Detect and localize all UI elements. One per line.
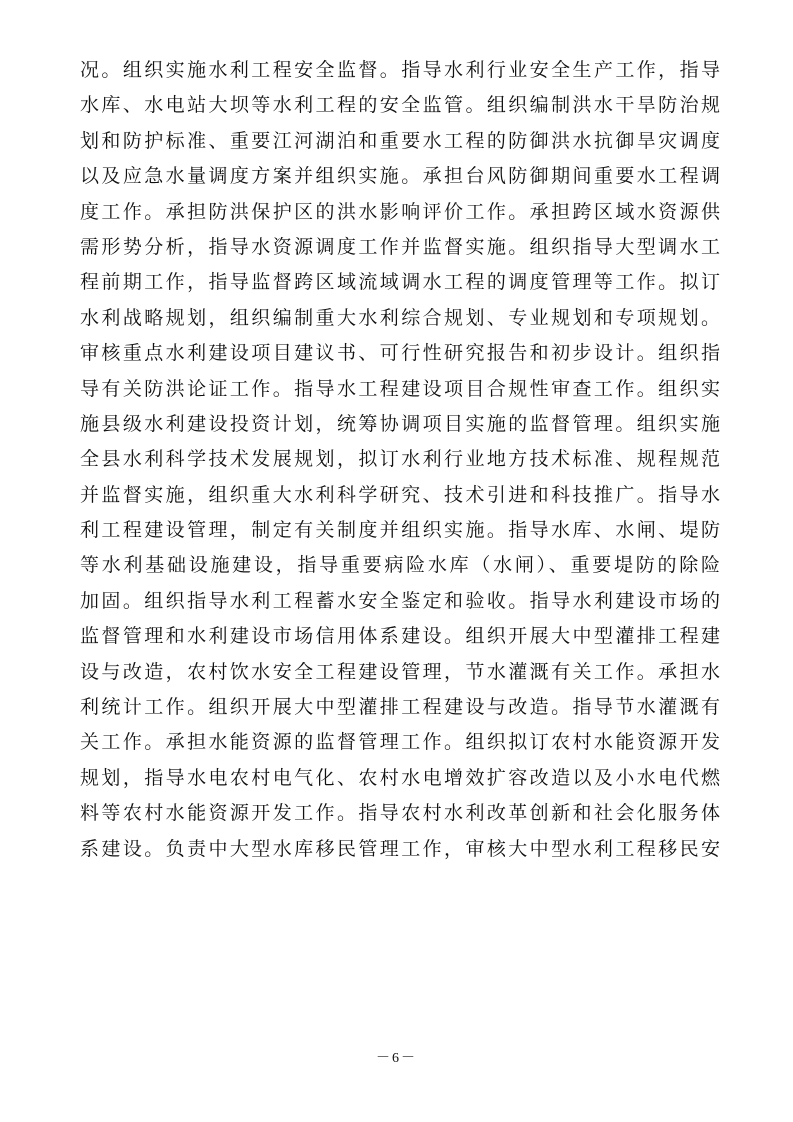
text-line: 监督管理和水利建设市场信用体系建设。组织开展大中型灌排工程建 <box>80 625 720 648</box>
text-line: 料等农村水能资源开发工作。指导农村水利改革创新和社会化服务体 <box>80 802 720 825</box>
text-line: 水库、水电站大坝等水利工程的安全监管。组织编制洪水干旱防治规 <box>80 94 720 117</box>
text-line: 利统计工作。组织开展大中型灌排工程建设与改造。指导节水灌溉有 <box>80 696 720 719</box>
text-line: 全县水利科学技术发展规划，拟订水利行业地方技术标准、规程规范 <box>80 448 720 471</box>
text-line: 审核重点水利建设项目建议书、可行性研究报告和初步设计。组织指 <box>80 342 720 365</box>
text-line: 导有关防洪论证工作。指导水工程建设项目合规性审查工作。组织实 <box>80 377 720 400</box>
text-line: 关工作。承担水能资源的监督管理工作。组织拟订农村水能资源开发 <box>80 731 720 754</box>
page-number: －6－ <box>376 1051 417 1066</box>
document-body <box>80 53 720 867</box>
text-line: 并监督实施，组织重大水利科学研究、技术引进和科技推广。指导水 <box>80 483 720 506</box>
text-line: 利工程建设管理，制定有关制度并组织实施。指导水库、水闸、堤防 <box>80 519 720 542</box>
text-line: 设与改造，农村饮水安全工程建设管理，节水灌溉有关工作。承担水 <box>80 660 720 683</box>
text-line: 施县级水利建设投资计划，统筹协调项目实施的监督管理。组织实施 <box>80 412 720 435</box>
text-line: 加固。组织指导水利工程蓄水安全鉴定和验收。指导水利建设市场的 <box>80 589 720 612</box>
text-line: 需形势分析，指导水资源调度工作并监督实施。组织指导大型调水工 <box>80 235 720 258</box>
text-line: 程前期工作，指导监督跨区域流域调水工程的调度管理等工作。拟订 <box>80 271 720 294</box>
text-line: 度工作。承担防洪保护区的洪水影响评价工作。承担跨区域水资源供 <box>80 200 720 223</box>
text-line: 系建设。负责中大型水库移民管理工作，审核大中型水利工程移民安 <box>80 837 720 860</box>
text-line: 等水利基础设施建设，指导重要病险水库（水闸）、重要堤防的除险 <box>80 554 720 577</box>
text-line: 以及应急水量调度方案并组织实施。承担台风防御期间重要水工程调 <box>80 165 720 188</box>
text-line: 划和防护标准、重要江河湖泊和重要水工程的防御洪水抗御旱灾调度 <box>80 129 720 152</box>
text-line: 规划，指导水电农村电气化、农村水电增效扩容改造以及小水电代燃 <box>80 766 720 789</box>
text-line: 况。组织实施水利工程安全监督。指导水利行业安全生产工作，指导 <box>80 59 720 81</box>
text-line: 水利战略规划，组织编制重大水利综合规划、专业规划和专项规划。 <box>80 306 720 329</box>
